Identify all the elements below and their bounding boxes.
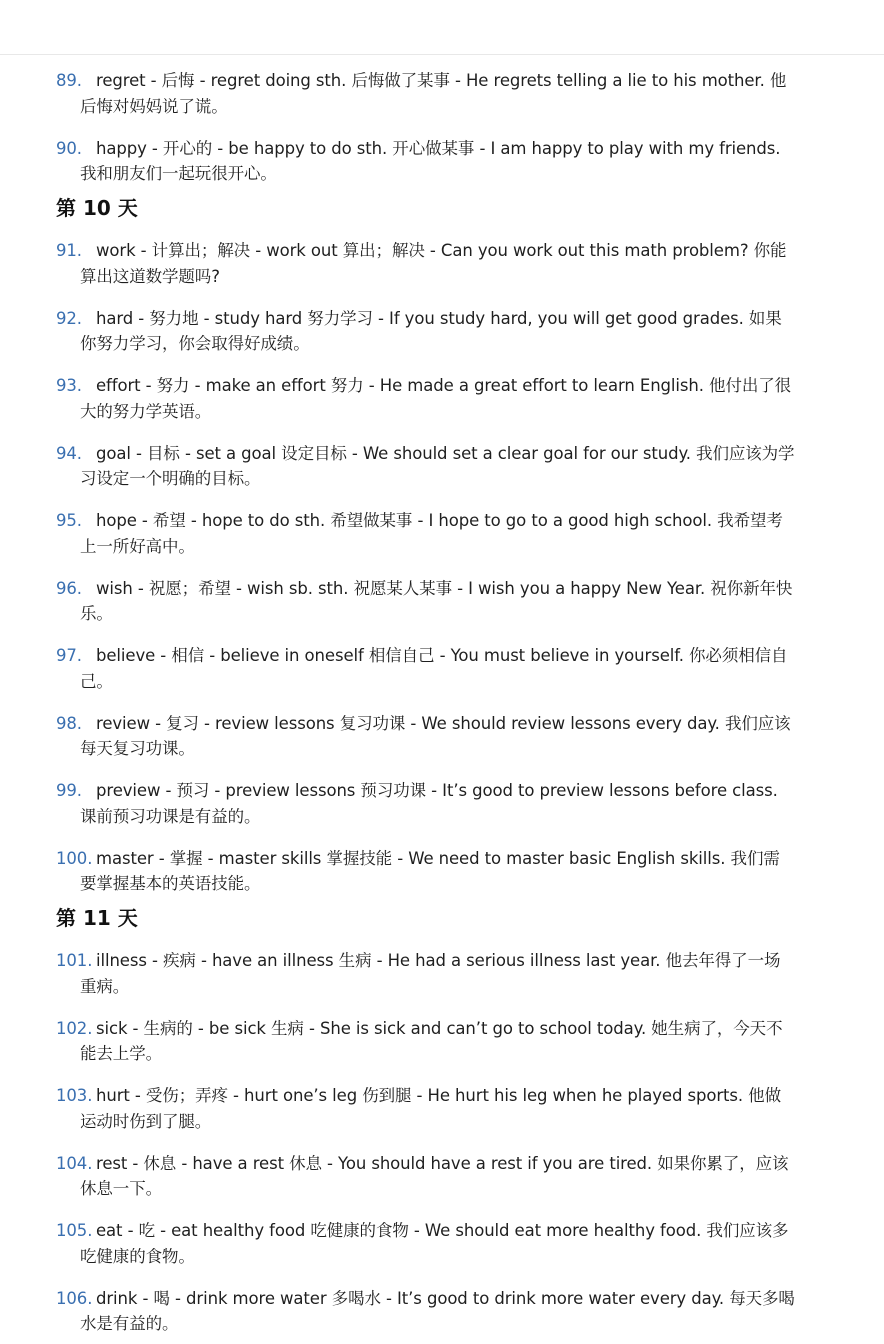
entries-day11 [56, 948, 796, 1337]
day-heading: 第 11 天 [56, 905, 138, 930]
vocab-entry [56, 778, 796, 829]
entry-text: believe - 相信 - believe in oneself 相信自己 - You must believe in yourself. 你必须相信自己。 [80, 646, 788, 691]
entry-number: 101. [56, 951, 93, 970]
vocab-entry [56, 136, 796, 187]
entries-day10 [56, 238, 796, 897]
vocab-entry [56, 373, 796, 424]
entry-number: 105. [56, 1221, 93, 1240]
entry-number: 93. [56, 376, 82, 395]
entry-number: 100. [56, 848, 93, 868]
entry-number: 99. [56, 781, 82, 800]
entry-text: regret - 后悔 - regret doing sth. 后悔做了某事 - He regrets telling a lie to his mother. 他后悔对妈妈说了谎。 [80, 71, 787, 116]
entry-number: 103. [56, 1086, 93, 1105]
vocab-entry [56, 643, 796, 694]
vocab-entry [56, 306, 796, 357]
entry-text: hurt - 受伤；弄疼 - hurt one’s leg 伤到腿 - He hurt his leg when he played sports. 他做运动时伤到了腿。 [80, 1086, 781, 1131]
vocab-entry [56, 948, 796, 999]
top-divider [0, 54, 884, 55]
vocab-entry [56, 441, 796, 492]
entry-text: effort - 努力 - make an effort 努力 - He made a great effort to learn English. 他付出了很大的努力学英语。 [80, 376, 792, 421]
entry-number: 97. [56, 646, 82, 665]
entry-text: master - 掌握 - master skills 掌握技能 - We need to master basic English skills. 我们需要掌握基本的英语技能。 [80, 848, 780, 893]
entry-number: 94. [56, 443, 82, 463]
vocab-entry [56, 576, 796, 627]
entry-number: 106. [56, 1288, 93, 1308]
vocab-entry [56, 1286, 796, 1337]
vocab-entry [56, 238, 796, 289]
entry-text: hope - 希望 - hope to do sth. 希望做某事 - I hope to go to a good high school. 我希望考上一所好高中。 [80, 511, 783, 556]
vocab-entry [56, 1151, 796, 1202]
vocab-entry [56, 508, 796, 559]
entry-number: 95. [56, 511, 82, 530]
entry-text: sick - 生病的 - be sick 生病 - She is sick and can’t go to school today. 她生病了，今天不能去上学。 [80, 1018, 783, 1063]
entry-number: 96. [56, 578, 82, 598]
vocab-entry [56, 68, 796, 119]
vocab-entry [56, 1218, 796, 1269]
entry-text: illness - 疾病 - have an illness 生病 - He had a serious illness last year. 他去年得了一场重病。 [80, 951, 781, 996]
entry-text: eat - 吃 - eat healthy food 吃健康的食物 - We should eat more healthy food. 我们应该多吃健康的食物。 [80, 1221, 789, 1266]
entry-number: 90. [56, 138, 82, 158]
entry-text: wish - 祝愿；希望 - wish sb. sth. 祝愿某人某事 - I wish you a happy New Year. 祝你新年快乐。 [80, 578, 793, 623]
entry-text: happy - 开心的 - be happy to do sth. 开心做某事 - I am happy to play with my friends. 我和朋友们一起玩很开心。 [80, 138, 781, 183]
entry-text: rest - 休息 - have a rest 休息 - You should have a rest if you are tired. 如果你累了，应该休息一下。 [80, 1153, 789, 1198]
vocabulary-list [56, 68, 796, 1344]
vocab-entry [56, 1016, 796, 1067]
entry-text: hard - 努力地 - study hard 努力学习 - If you study hard, you will get good grades. 如果你努力学习，你会取得好成绩。 [80, 308, 782, 353]
entry-number: 92. [56, 308, 82, 328]
entry-text: drink - 喝 - drink more water 多喝水 - It’s good to drink more water every day. 每天多喝水是有益的。 [80, 1288, 795, 1333]
entry-text: work - 计算出；解决 - work out 算出；解决 - Can you work out this math problem? 你能算出这道数学题吗? [80, 241, 787, 286]
vocab-entry [56, 1083, 796, 1134]
vocab-entry [56, 711, 796, 762]
entry-number: 104. [56, 1153, 93, 1173]
entries-day9-tail [56, 68, 796, 187]
entry-number: 89. [56, 71, 82, 90]
entry-number: 98. [56, 713, 82, 733]
entry-text: goal - 目标 - set a goal 设定目标 - We should set a clear goal for our study. 我们应该为学习设定一个明确的目标。 [80, 443, 795, 488]
entry-text: review - 复习 - review lessons 复习功课 - We should review lessons every day. 我们应该每天复习功课。 [80, 713, 791, 758]
day-heading: 第 10 天 [56, 195, 138, 220]
entry-number: 102. [56, 1018, 93, 1038]
entry-number: 91. [56, 241, 82, 260]
entry-text: preview - 预习 - preview lessons 预习功课 - It’s good to preview lessons before class. 课前预习功课是有益的。 [80, 781, 778, 826]
vocab-entry [56, 846, 796, 897]
